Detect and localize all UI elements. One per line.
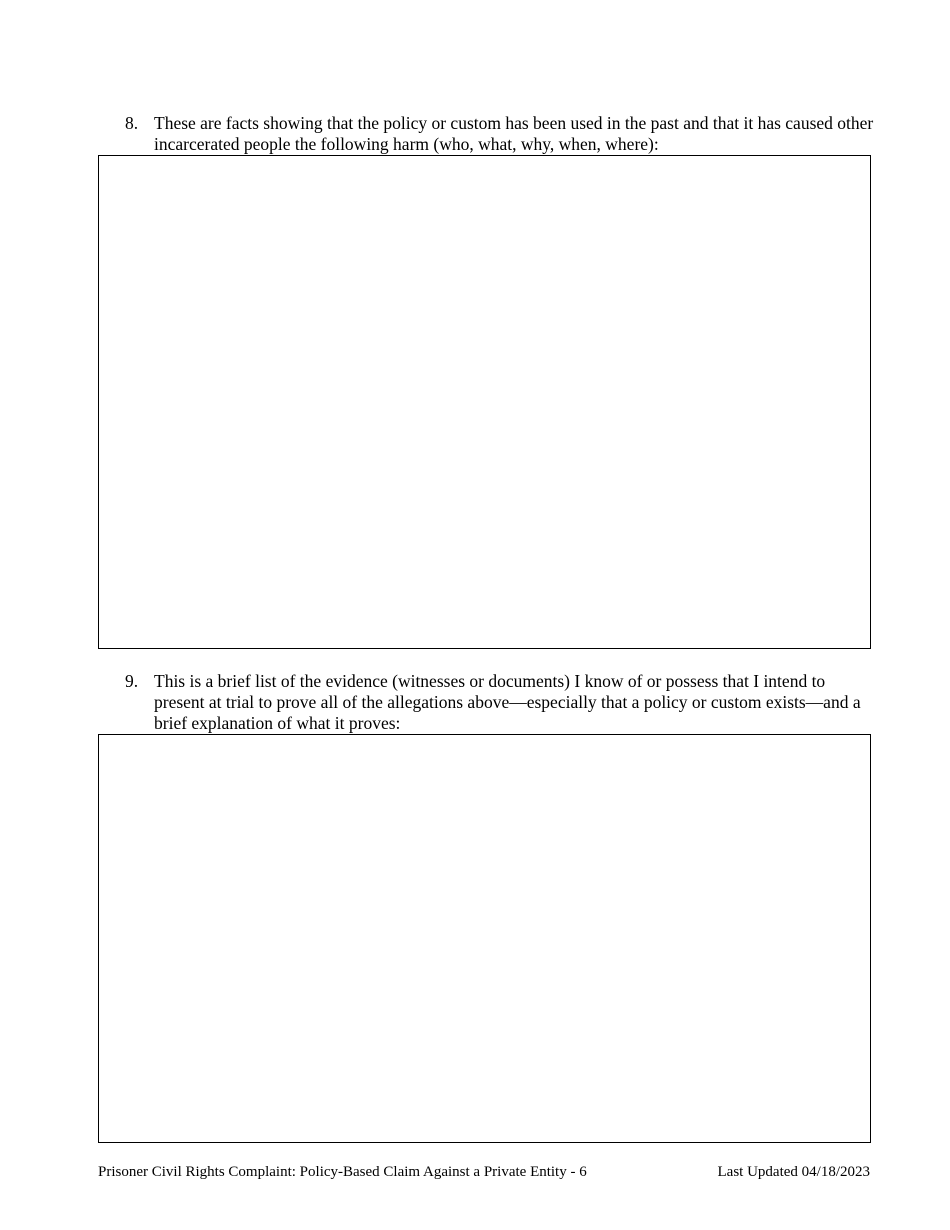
question-8 [125, 113, 875, 155]
question-9 [125, 671, 875, 734]
question-number: 8. [125, 113, 139, 133]
question-number: 9. [125, 671, 139, 691]
question-text: These are facts showing that the policy or custom has been used in the past and that it has caused other incarcerated people the following harm (who, what, why, when, where): [154, 113, 874, 154]
answer-box-8[interactable] [98, 155, 871, 649]
answer-box-9[interactable] [98, 734, 871, 1143]
footer-form-title: Prisoner Civil Rights Complaint: Policy-Based Claim Against a Private Entity - 6 [98, 1164, 587, 1180]
footer-last-updated: Last Updated 04/18/2023 [717, 1164, 870, 1180]
question-text: This is a brief list of the evidence (witnesses or documents) I know of or possess that I intend to present at trial to prove all of the allegations above—especially that a policy or custom exists—and a brief explanation of what it proves: [154, 671, 861, 733]
